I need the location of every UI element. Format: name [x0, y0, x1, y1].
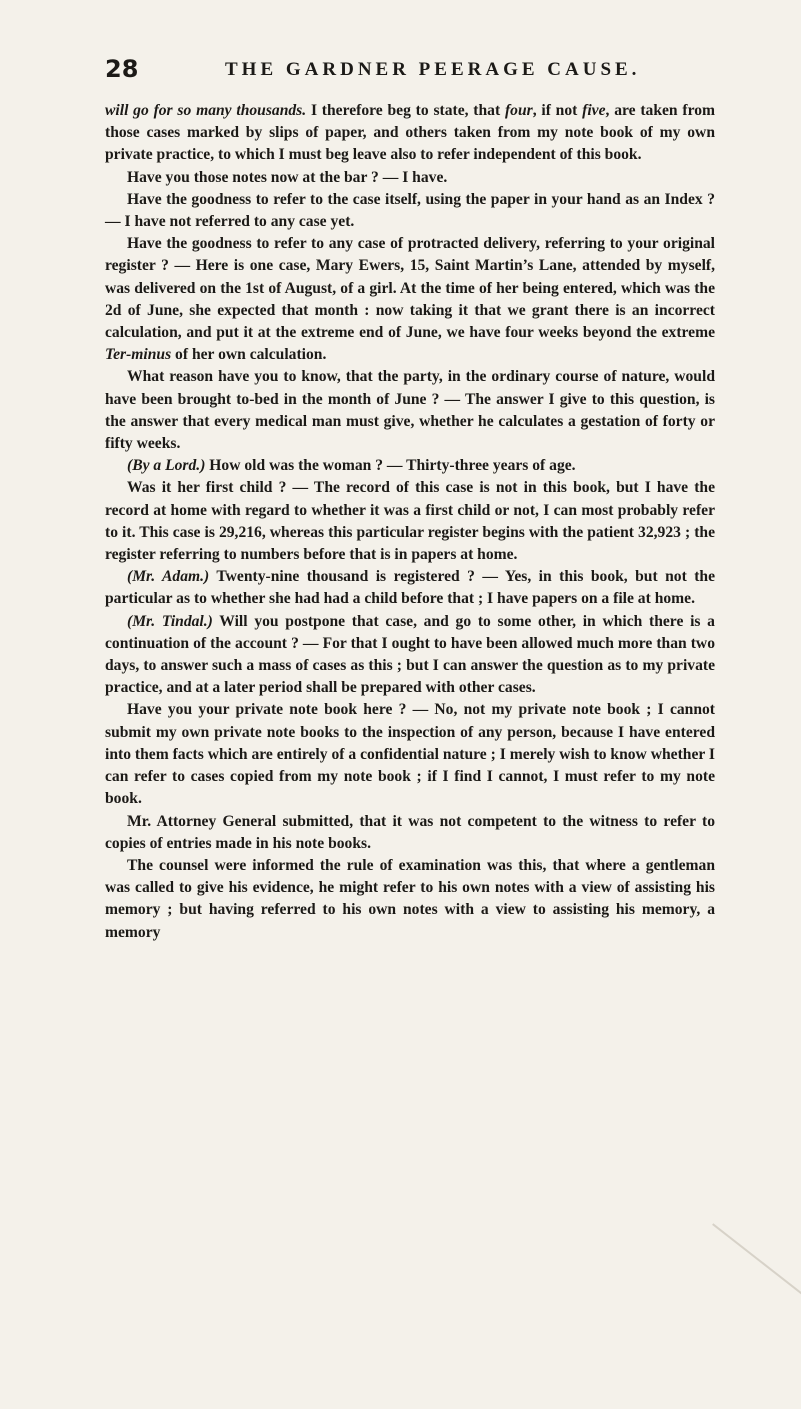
- text-span: I therefore beg to state, that: [306, 102, 505, 119]
- paragraph: What reason have you to know, that the party, in the ordinary course of nature, would have been brought to-bed in the month of June ? — The answer I give to this question, is the answer that every medical man must give, whether he calculates a gestation of forty or fifty weeks.: [105, 368, 715, 453]
- text-span: Twenty-nine thousand is registered ? — Yes, in this book, but not the particular as to whether she had had a child before that ; I have papers on a file at home.: [105, 568, 716, 608]
- paragraph: The counsel were informed the rule of examination was this, that where a gentleman was called to give his evidence, he might refer to his own notes with a view of assisting his memory ; but having referred to his own notes with a view to assisting his memory, a memory: [105, 856, 715, 941]
- paragraph: [105, 611, 715, 700]
- paragraph: Was it her first child ? — The record of this case is not in this book, but I have the record at home with regard to whether it was a first child or not, I can most probably refer to it. This case is 29,216, whereas this particular register begins with the patient 32,923 ; the register referring to numbers before that is in papers at home.: [105, 479, 715, 564]
- speaker-label: (Mr. Tindal.): [127, 612, 213, 630]
- paragraph: [105, 233, 715, 366]
- text-span: Will you postpone that case, and go to some other, in which there is a continuation of the account ? — For that I ought to have been allowed much more than two days, to answer such a mass of cases as this ; but I can answer the question as to my private practice, and at a later period shall be prepared with other cases.: [105, 612, 715, 697]
- paragraph: Have the goodness to refer to the case itself, using the paper in your hand as an Index ? — I have not referred to any case yet.: [105, 190, 715, 231]
- text-span: of her own calculation.: [171, 346, 327, 364]
- paragraph-continuation: [105, 100, 715, 167]
- page-header: [105, 55, 725, 95]
- running-title: THE GARDNER PEERAGE CAUSE.: [225, 59, 641, 80]
- italic-word: four: [504, 102, 533, 119]
- text-span: Have the goodness to refer to any case of protracted delivery, referring to your original register ? — Here is one case, Mary Ewers, 15, Saint Martin’s Lane, attended by myself, was delivered on the 1st of August, of a girl. At the time of her being entered, which was the 2d of June, she expected that month : now taking it that we grant there is an incorrect calculation, and put it at the extreme end of June, we have four weeks beyond the extreme: [105, 235, 715, 342]
- paper-crease: [712, 1223, 801, 1298]
- text-span: How old was the woman ? — Thirty-three years of age.: [205, 457, 576, 475]
- paragraph: [105, 455, 715, 477]
- page-body: [105, 100, 715, 944]
- text-span: , are taken from those cases marked by slips of paper, and others taken from my note book of my own private practice, to which I must beg leave also to refer independent of this book.: [105, 102, 716, 164]
- paragraph: Have you those notes now at the bar ? — I have.: [127, 168, 448, 186]
- paragraph: [105, 566, 715, 610]
- text-span: , if not: [532, 102, 583, 119]
- paragraph: Have you your private note book here ? — No, not my private note book ; I cannot submit my own private note books to the inspection of any person, because I have entered into them facts which are entirely of a confidential nature ; I merely wish to know whether I can refer to cases copied from my note book ; if I find I cannot, I must refer to my note book.: [105, 701, 715, 808]
- italic-phrase: will go for so many thousands.: [105, 102, 307, 119]
- speaker-label: (By a Lord.): [127, 457, 206, 475]
- page-number: 28: [105, 55, 139, 83]
- paragraph: Mr. Attorney General submitted, that it was not competent to the witness to refer to copies of entries made in his note books.: [105, 812, 715, 852]
- italic-word: Ter-minus: [105, 346, 172, 364]
- italic-word: five: [582, 102, 606, 119]
- speaker-label: (Mr. Adam.): [127, 568, 210, 586]
